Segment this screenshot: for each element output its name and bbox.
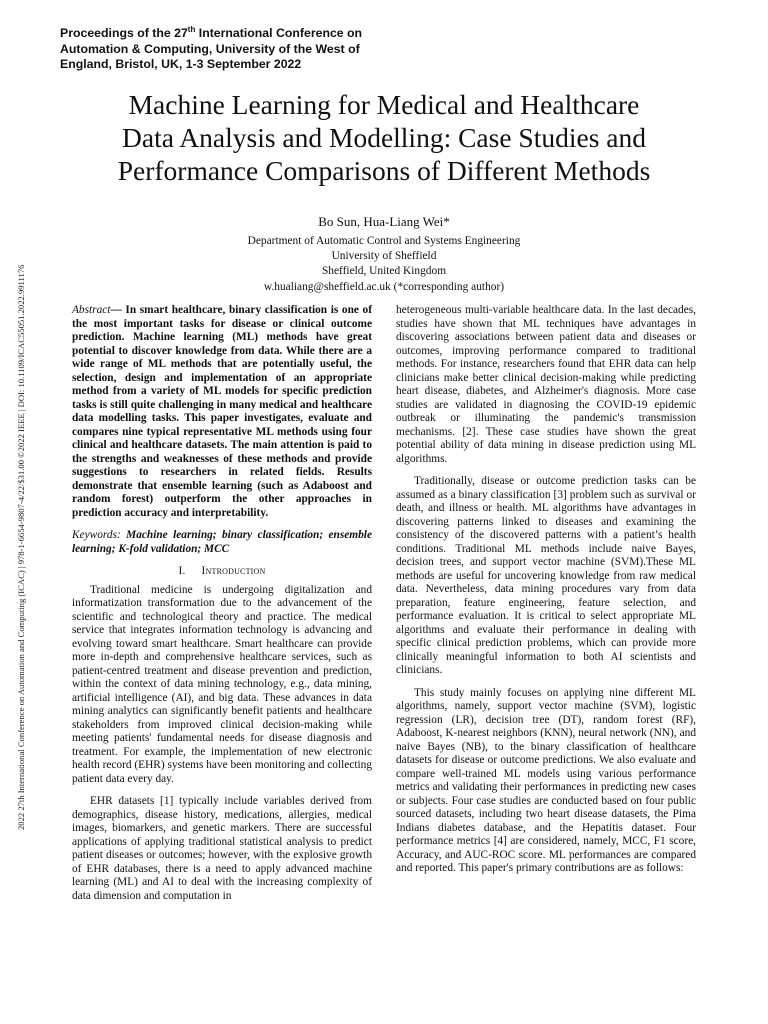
intro-paragraph-2: EHR datasets [1] typically include variables derived from demographics, disease history, medications, allergies, medical images, biomarkers, and genetic markers. There are successful applications of applying traditional statistical analysis to predict patient diseases or outcomes; however, with the explosive growth of EHR databases, there is a need to apply advanced machine learning (ML) and AI to deal with the increasing complexity of data dimension and computation in [72, 795, 372, 902]
left-column [72, 304, 372, 912]
intro-paragraph-4: This study mainly focuses on applying nine different ML algorithms, namely, support vector machine (SVM), logistic regression (LR), decision tree (DT), random forest (RF), Adaboost, K-nearest neighbors (KNN), neural network (NN), and naive Bayes (NB), to the binary classification of healthcare datasets for disease or outcome predictions. We also evaluate and compare well-trained ML models using various performance metrics and validating their performances in predicting new cases or subjects. Four case studies are conducted based on four public sourced datasets, including two heart disease datasets, the Pima Indians diabetes database, and the Hepatitis dataset. Four performance metrics [4] are considered, namely, MCC, F1 score, Accuracy, and AUC-ROC score. ML performances are compared and reported. This paper's primary contributions are as follows: [396, 686, 696, 874]
proceedings-header [60, 26, 420, 73]
proceedings-line-3: England, Bristol, UK, 1-3 September 2022 [60, 57, 302, 71]
keywords-label: Keywords: [72, 529, 121, 541]
abstract [72, 304, 372, 520]
proceedings-line-1: Proceedings of the 27th International Conference on [60, 24, 363, 40]
affiliation-department: Department of Automatic Control and Systems Engineering [247, 235, 521, 247]
intro-paragraph-1: Traditional medicine is undergoing digitalization and informatization transformation due to the advancement of the scientific and technological theory and practice. The medical service that integrates information technology is advancing and evolving toward smart healthcare. Smart healthcare can provide more in-depth and comprehensive healthcare services, such as patient-centred treatment and disease prevention and prediction, within the context of data mining technology, e.g., data mining, artificial intelligence (AI), and big data. These advances in data mining analytics can significantly benefit patients and healthcare stakeholders from improved clinical decision-making while meeting patients' fundamental needs for disease diagnosis and treatment. For example, the implementation of new electronic health record (EHR) systems have been monitoring and collecting patient data every day. [72, 583, 372, 785]
proceedings-line-2: Automation & Computing, University of the West of [60, 41, 360, 56]
title-line-1: Machine Learning for Medical and Healthcare [128, 89, 640, 120]
affiliation-email: w.hualiang@sheffield.ac.uk (*corresponding author) [263, 280, 505, 293]
section-heading-introduction [72, 565, 372, 579]
intro-paragraph-2-continued: heterogeneous multi-variable healthcare data. In the last decades, studies have shown that ML techniques have advantages in discovering associations between patient data and diseases or outcomes, improving performance compared to traditional methods. For instance, researchers found that EHR data can help clinicians make better clinical decision-making while predicting heart disease, diabetes, and Alzheimer's diagnosis. More case studies are validated in diagnosing the COVID-19 epidemic outbreak or illuminating the pandemic's transmission mechanisms. [2]. These case studies have shown the great potential ability of data mining in disease prediction using ML algorithms. [396, 304, 696, 465]
section-title: Introduction [201, 565, 266, 577]
affiliation-city: Sheffield, United Kingdom [321, 265, 447, 278]
title-line-3: Performance Comparisons of Different Methods [117, 155, 651, 186]
author-list: Bo Sun, Hua-Liang Wei* [318, 214, 450, 229]
affiliation-block [150, 234, 618, 295]
sidebar-doi-strip [8, 190, 24, 830]
paper-title [40, 88, 728, 187]
affiliation-university: University of Sheffield [331, 250, 437, 263]
abstract-label: Abstract [72, 304, 111, 316]
keywords [72, 529, 372, 556]
doi-text: 2022 27th International Conference on Automation and Computing (ICAC) | 978-1-6654-9807-4/22/$31.00 ©2022 IEEE | DOI: 10.1109/ICAC55051.2022.9911176 [16, 264, 26, 830]
title-line-2: Data Analysis and Modelling: Case Studies and [122, 122, 646, 153]
abstract-text: — In smart healthcare, binary classification is one of the most important tasks for disease or clinical outcome prediction. Machine learning (ML) methods have great potential to discover knowledge from data. While there are a wide range of ML methods that are potentially useful, the selection, design and implementation of an appropriate method from a variety of ML models for specific prediction tasks is still quite challenging in many medical and healthcare data modelling tasks. This paper investigates, evaluate and compares nine typical representative ML methods using four clinical and healthcare datasets. The main attention is paid to the strengths and weaknesses of these methods and provide suggestions to researchers in related fields. Results demonstrate that ensemble learning (such as Adaboost and random forest) outperform the other approaches in prediction accuracy and interpretability. [72, 304, 372, 519]
section-number: I. [178, 565, 186, 577]
right-column [396, 304, 696, 885]
keywords-text: Machine learning; binary classification; ensemble learning; K-fold validation; MCC [72, 529, 372, 555]
intro-paragraph-3: Traditionally, disease or outcome prediction tasks can be assumed as a binary classification [3] problem such as survival or death, and illness or health. ML algorithms have advantages in discovering patterns linked to diseases and examining the consistency of the discovered patterns with a patient’s health conditions. Traditional ML methods include naive Bayes, decision trees, and support vector machine (SVM).These ML methods are useful for uncovering knowledge from raw medical data. Nevertheless, data mining procedures vary from data preparation, feature engineering, feature selection, and performance evaluation. It is critical to select appropriate ML algorithms and evaluate their performance in dealing with specific clinical prediction problems, which can provide more clinically meaningful information to both AI scientists and clinicians. [396, 475, 696, 676]
